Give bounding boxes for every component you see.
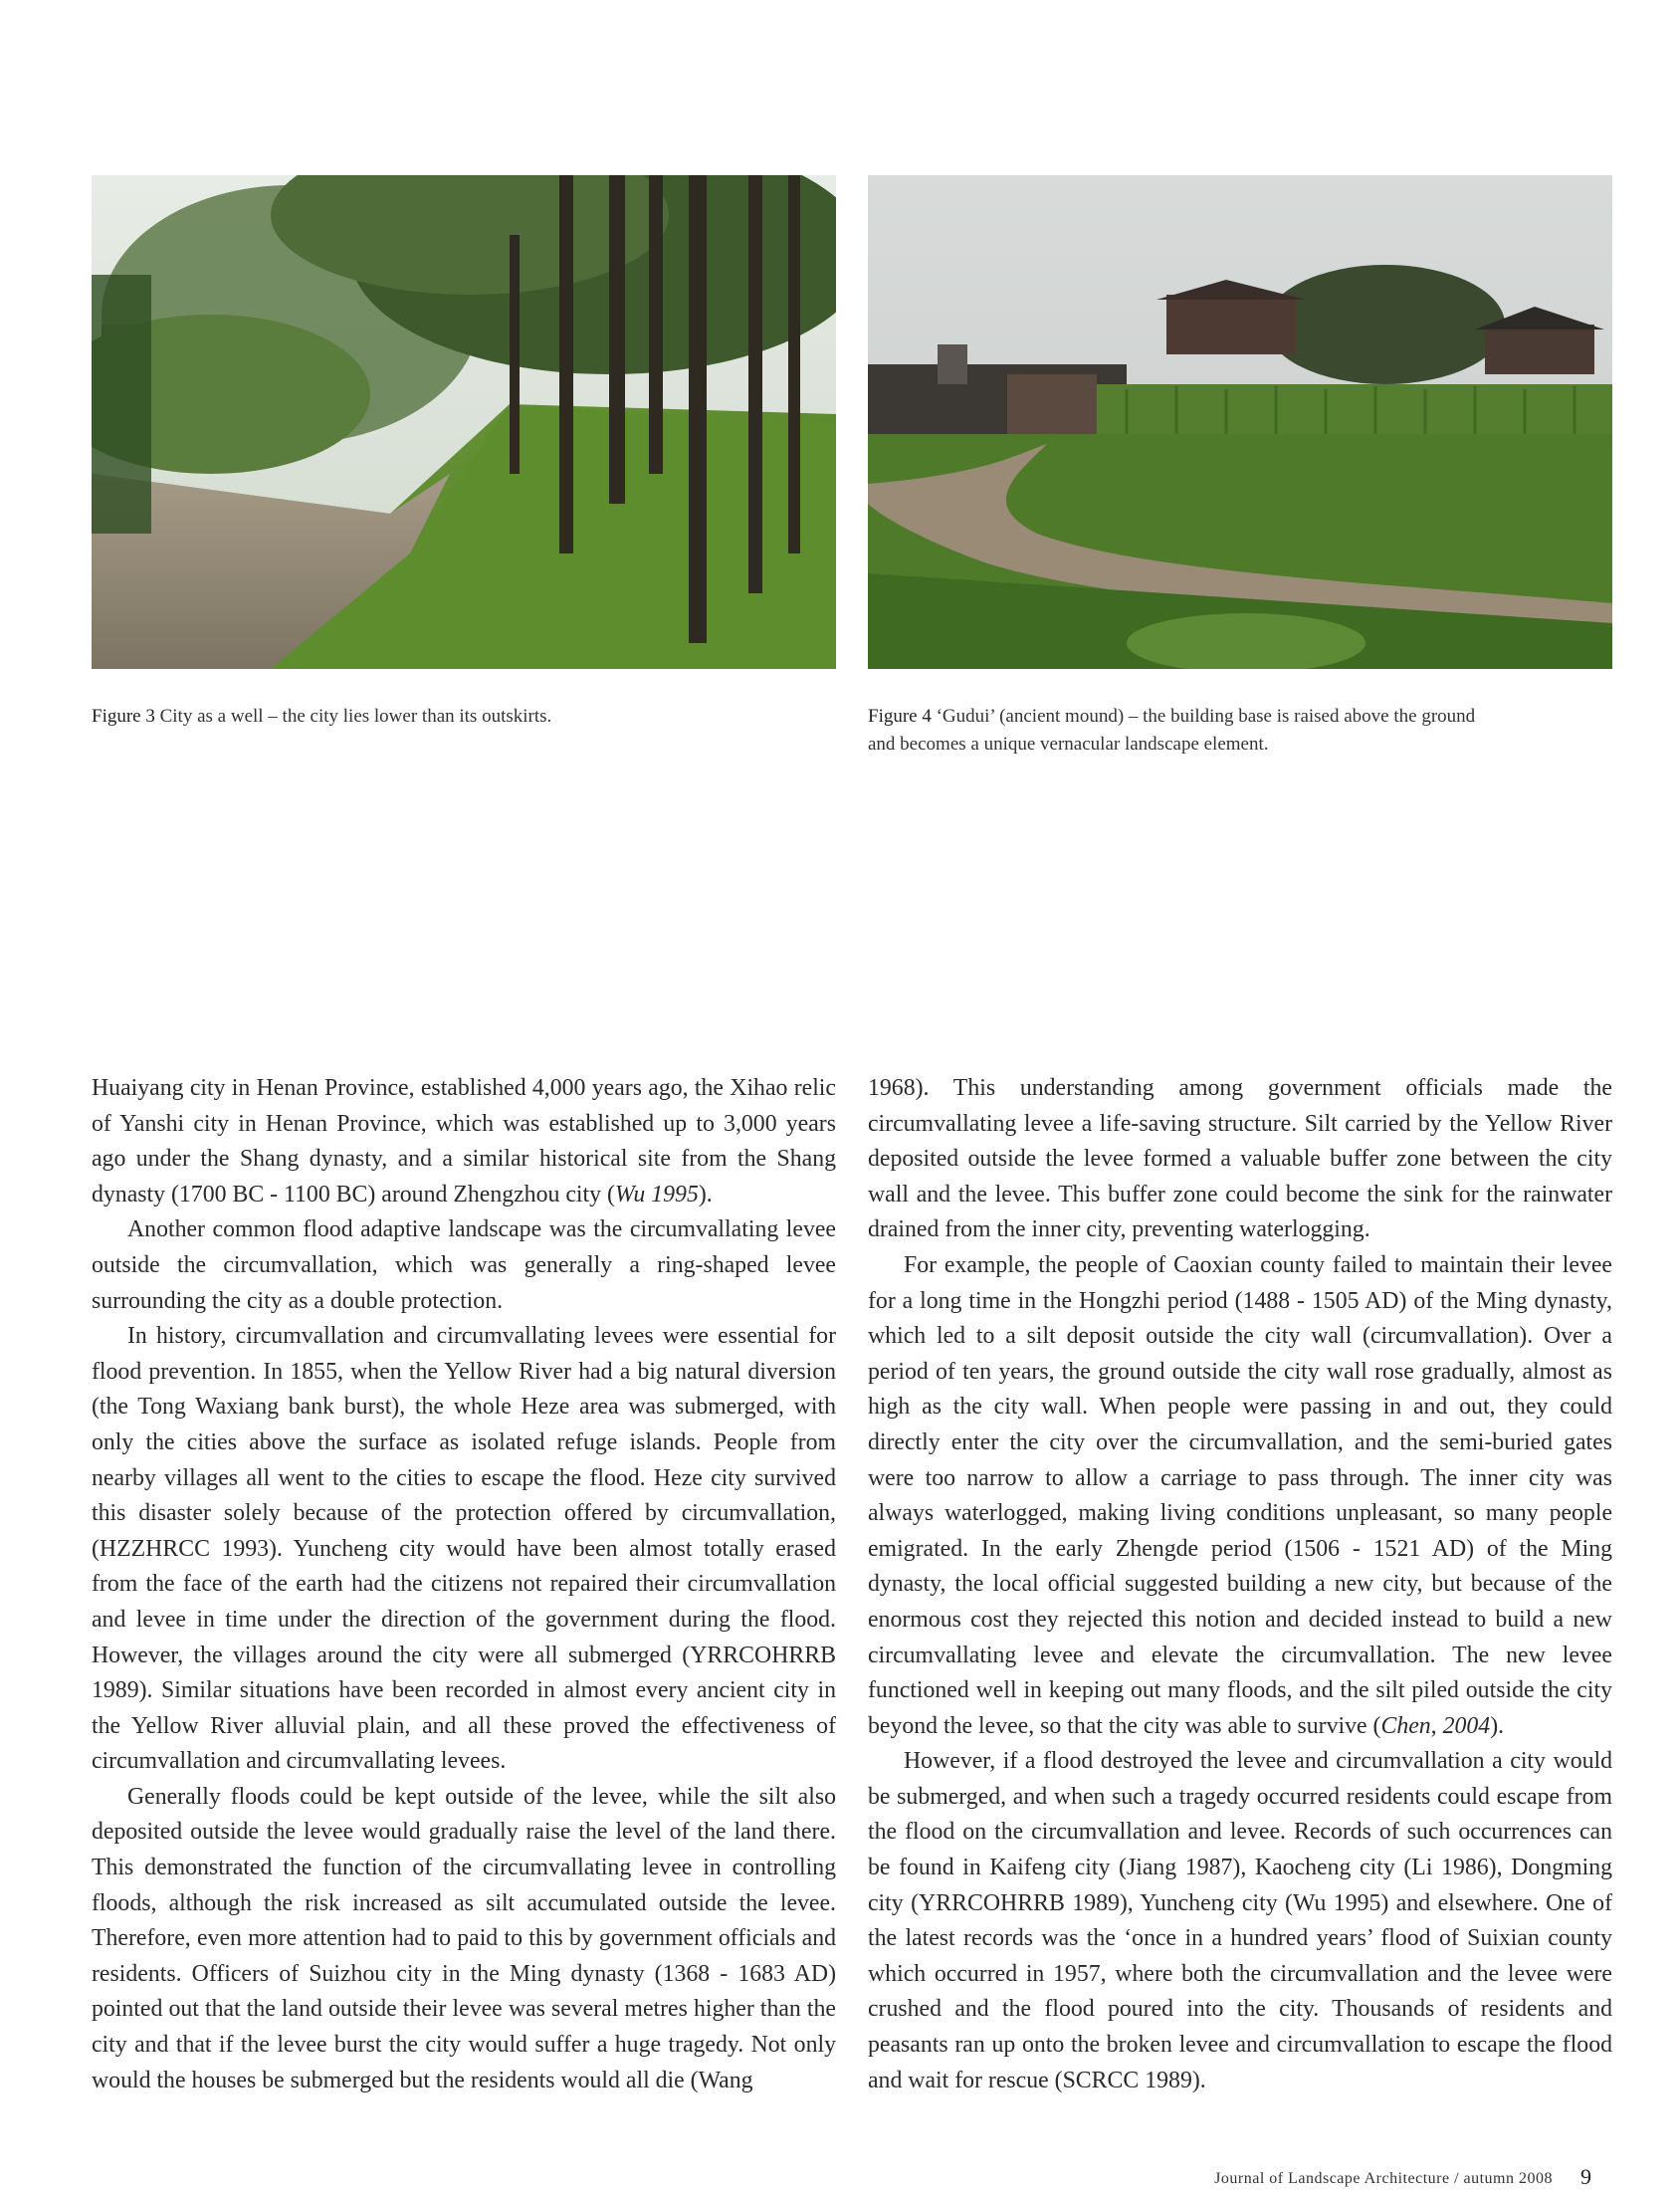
figure-4-caption (868, 703, 1485, 759)
body-column-left (92, 1071, 836, 2098)
figure-4-image (868, 175, 1612, 669)
paragraph: Generally floods could be kept outside of the levee, while the silt also deposited outside the levee would gradually raise the level of the land there. This demonstrated the function of the circumvallating levee in controlling floods, although the risk increased as silt accumulated outside the levee. Therefore, even more attention had to paid to this by government officials and residents. Officers of Suizhou city in the Ming dynasty (1368 - 1683 AD) pointed out that the land outside their levee was several metres higher than the city and that if the levee burst the city would suffer a huge tragedy. Not only would the houses be submerged but the residents would all die (Wang (92, 1783, 836, 2093)
paragraph: For example, the people of Caoxian county failed to maintain their levee for a long time in the Hongzhi period (1488 - 1505 AD) of the Ming dynasty, which led to a silt deposit outside the city wall (circumvallation). Over a period of ten years, the ground outside the city wall rose gradually, almost as high as the city wall. When people were passing in and out, they could directly enter the city over the circumvallation, and the semi-buried gates were too narrow to allow a carriage to pass through. The inner city was always waterlogged, making living conditions unpleasant, so many people emigrated. In the early Zhengde period (1506 - 1521 AD) of the Ming dynasty, the local official suggested building a new city, but because of the enormous cost they rejected this notion and decided instead to build a new circumvallating levee and elevate the circumvallation. The new levee functioned well in keeping out many floods, and the silt piled outside the city beyond the levee, so that the city was able to survive (Chen, 2004). (868, 1251, 1612, 1739)
figure-4-photo (868, 175, 1612, 669)
body-column-right (868, 1071, 1612, 2098)
paragraph: Huaiyang city in Henan Province, established 4,000 years ago, the Xihao relic of Yanshi city in Henan Province, which was established up to 3,000 years ago under the Shang dynasty, and a similar historical site from the Shang dynasty (1700 BC - 1100 BC) around Zhengzhou city (Wu 1995). (92, 1075, 836, 1207)
paragraph: However, if a flood destroyed the levee and circumvallation a city would be submerged, and when such a tragedy occurred residents could escape from the flood on the circumvallation and levee. Records of such occurrences can be found in Kaifeng city (Jiang 1987), Kaocheng city (Li 1986), Dongming city (YRRCOHRRB 1989), Yuncheng city (Wu 1995) and elsewhere. One of the latest records was the ‘once in a hundred years’ flood of Suixian county which occurred in 1957, where both the circumvallation and the levee were crushed and the flood poured into the city. Thousands of residents and peasants ran up onto the broken levee and circumvallation to escape the flood and wait for rescue (SCRCC 1989). (868, 1748, 1612, 2093)
figure-4-caption-text: ‘Gudui’ (ancient mound) – the building base is raised above the ground and becomes a unique vernacular landscape element. (868, 706, 1476, 755)
paragraph: 1968). This understanding among government officials made the circumvallating levee a life-saving structure. Silt carried by the Yellow River deposited outside the levee formed a valuable buffer zone between the city wall and the levee. This buffer zone could become the sink for the rainwater drained from the inner city, preventing waterlogging. (868, 1075, 1612, 1243)
figure-3-label: Figure 3 (92, 706, 155, 727)
figure-3-caption (92, 703, 828, 731)
figure-3-image (92, 175, 836, 669)
paragraph: In history, circumvallation and circumvallating levees were essential for flood prevention. In 1855, when the Yellow River had a big natural diversion (the Tong Waxiang bank burst), the whole Heze area was submerged, with only the cities above the surface as isolated refuge islands. People from nearby villages all went to the cities to escape the flood. Heze city survived this disaster solely because of the protection offered by circumvallation, (HZZHRCC 1993). Yuncheng city would have been almost totally erased from the face of the earth had the citizens not repaired their circumvallation and levee in time under the direction of the government during the flood. However, the villages around the city were all submerged (YRRCOHRRB 1989). Similar situations have been recorded in almost every ancient city in the Yellow River alluvial plain, and all these proved the effectiveness of circumvallation and circumvallating levees. (92, 1323, 836, 1775)
figure-3-photo (92, 175, 836, 669)
figure-4-label: Figure 4 (868, 706, 932, 727)
paragraph: Another common flood adaptive landscape was the circumvallating levee outside the circumvallation, which was generally a ring-shaped levee surrounding the city as a double protection. (92, 1216, 836, 1314)
figure-3-caption-text: City as a well – the city lies lower than its outskirts. (159, 706, 552, 727)
page-number: 9 (1580, 2164, 1591, 2189)
journal-footer: Journal of Landscape Architecture / autumn 2008 (1214, 2170, 1553, 2187)
